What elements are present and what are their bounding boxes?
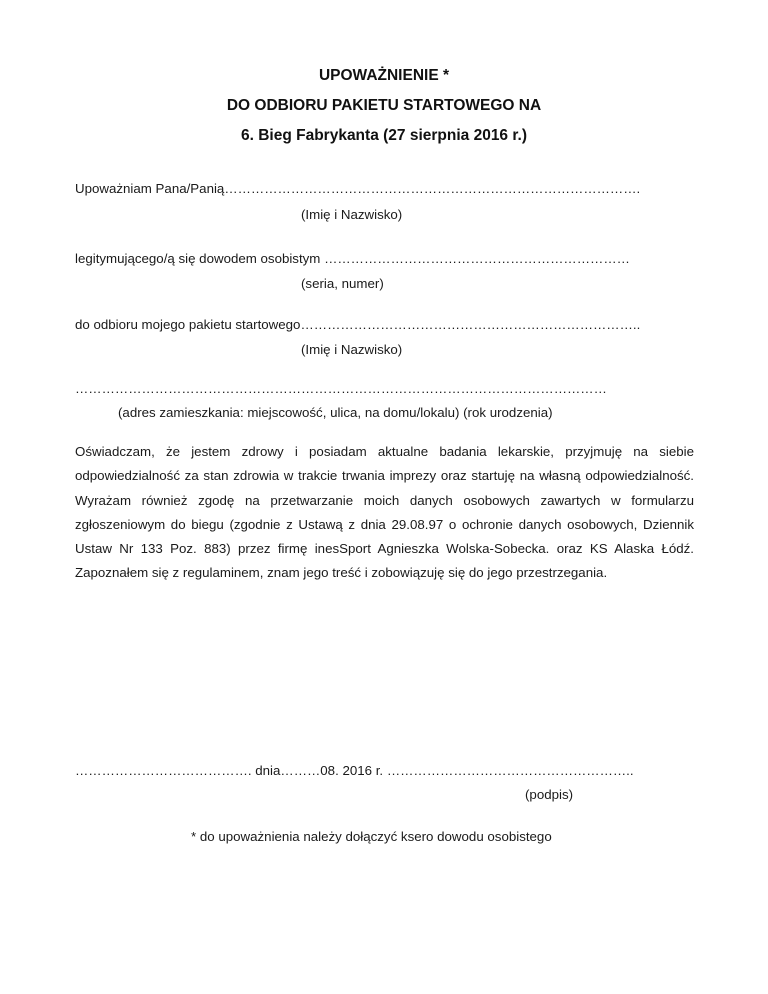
form-subtitle: DO ODBIORU PAKIETU STARTOWEGO NA (226, 97, 542, 114)
id-document-line (75, 251, 630, 266)
declaration-paragraph: Oświadczam, że jestem zdrowy i posiadam aktualne badania lekarskie, przyjmuję na siebie odpowiedzialność za stan zdrowia w trakcie trwania imprezy oraz startuję na własną odpowiedzialność. Wyrażam również zgodę na przetwarzanie moich danych osobowych zawartych w formularzu zgłoszeniowym do biegu (zgodnie z Ustawą z dnia 29.08.97 o ochronie danych osobowych, Dziennik Ustaw Nr 133 Poz. 883) przez firmę inesSport Agnieszka Wolska-Sobecka. oraz KS Alaska Łódź. Zapoznałem się z regulaminem, znam jego treść i zobowiązuję się do jego przestrzegania. (75, 444, 694, 581)
id-document-caption: (seria, numer) (301, 276, 384, 291)
authorize-caption: (Imię i Nazwisko) (301, 207, 403, 222)
purpose-name-field[interactable]: ………………………………………………………………….. (300, 317, 641, 332)
id-document-label: legitymującego/ą się dowodem osobistym (75, 251, 325, 266)
authorize-name-field[interactable]: …………………………………………………………………………………. (224, 181, 641, 196)
signature-field[interactable]: ……………………………………………….. (386, 763, 634, 778)
date-field[interactable]: dnia………08. 2016 r. (251, 763, 387, 778)
signature-line (75, 763, 634, 778)
signature-caption: (podpis) (525, 787, 574, 802)
purpose-caption: (Imię i Nazwisko) (301, 342, 403, 357)
authorize-label: Upoważniam Pana/Panią (75, 181, 225, 196)
footnote: * do upoważnienia należy dołączyć ksero dowodu osobistego (191, 829, 552, 844)
authorize-line (75, 181, 640, 196)
place-field[interactable]: …………………………………. (75, 763, 252, 778)
id-document-field[interactable]: …………………………………………………………… (324, 251, 630, 266)
address-caption: (adres zamieszkania: miejscowość, ulica, na domu/lokalu) (rok urodzenia) (118, 405, 553, 420)
purpose-label: do odbioru mojego pakietu startowego (75, 317, 301, 332)
event-name: 6. Bieg Fabrykanta (27 sierpnia 2016 r.) (240, 127, 528, 144)
address-field[interactable]: ………………………………………………………………………………………………………… (75, 381, 607, 396)
purpose-line (75, 317, 640, 332)
form-title: UPOWAŻNIENIE * (318, 67, 450, 84)
